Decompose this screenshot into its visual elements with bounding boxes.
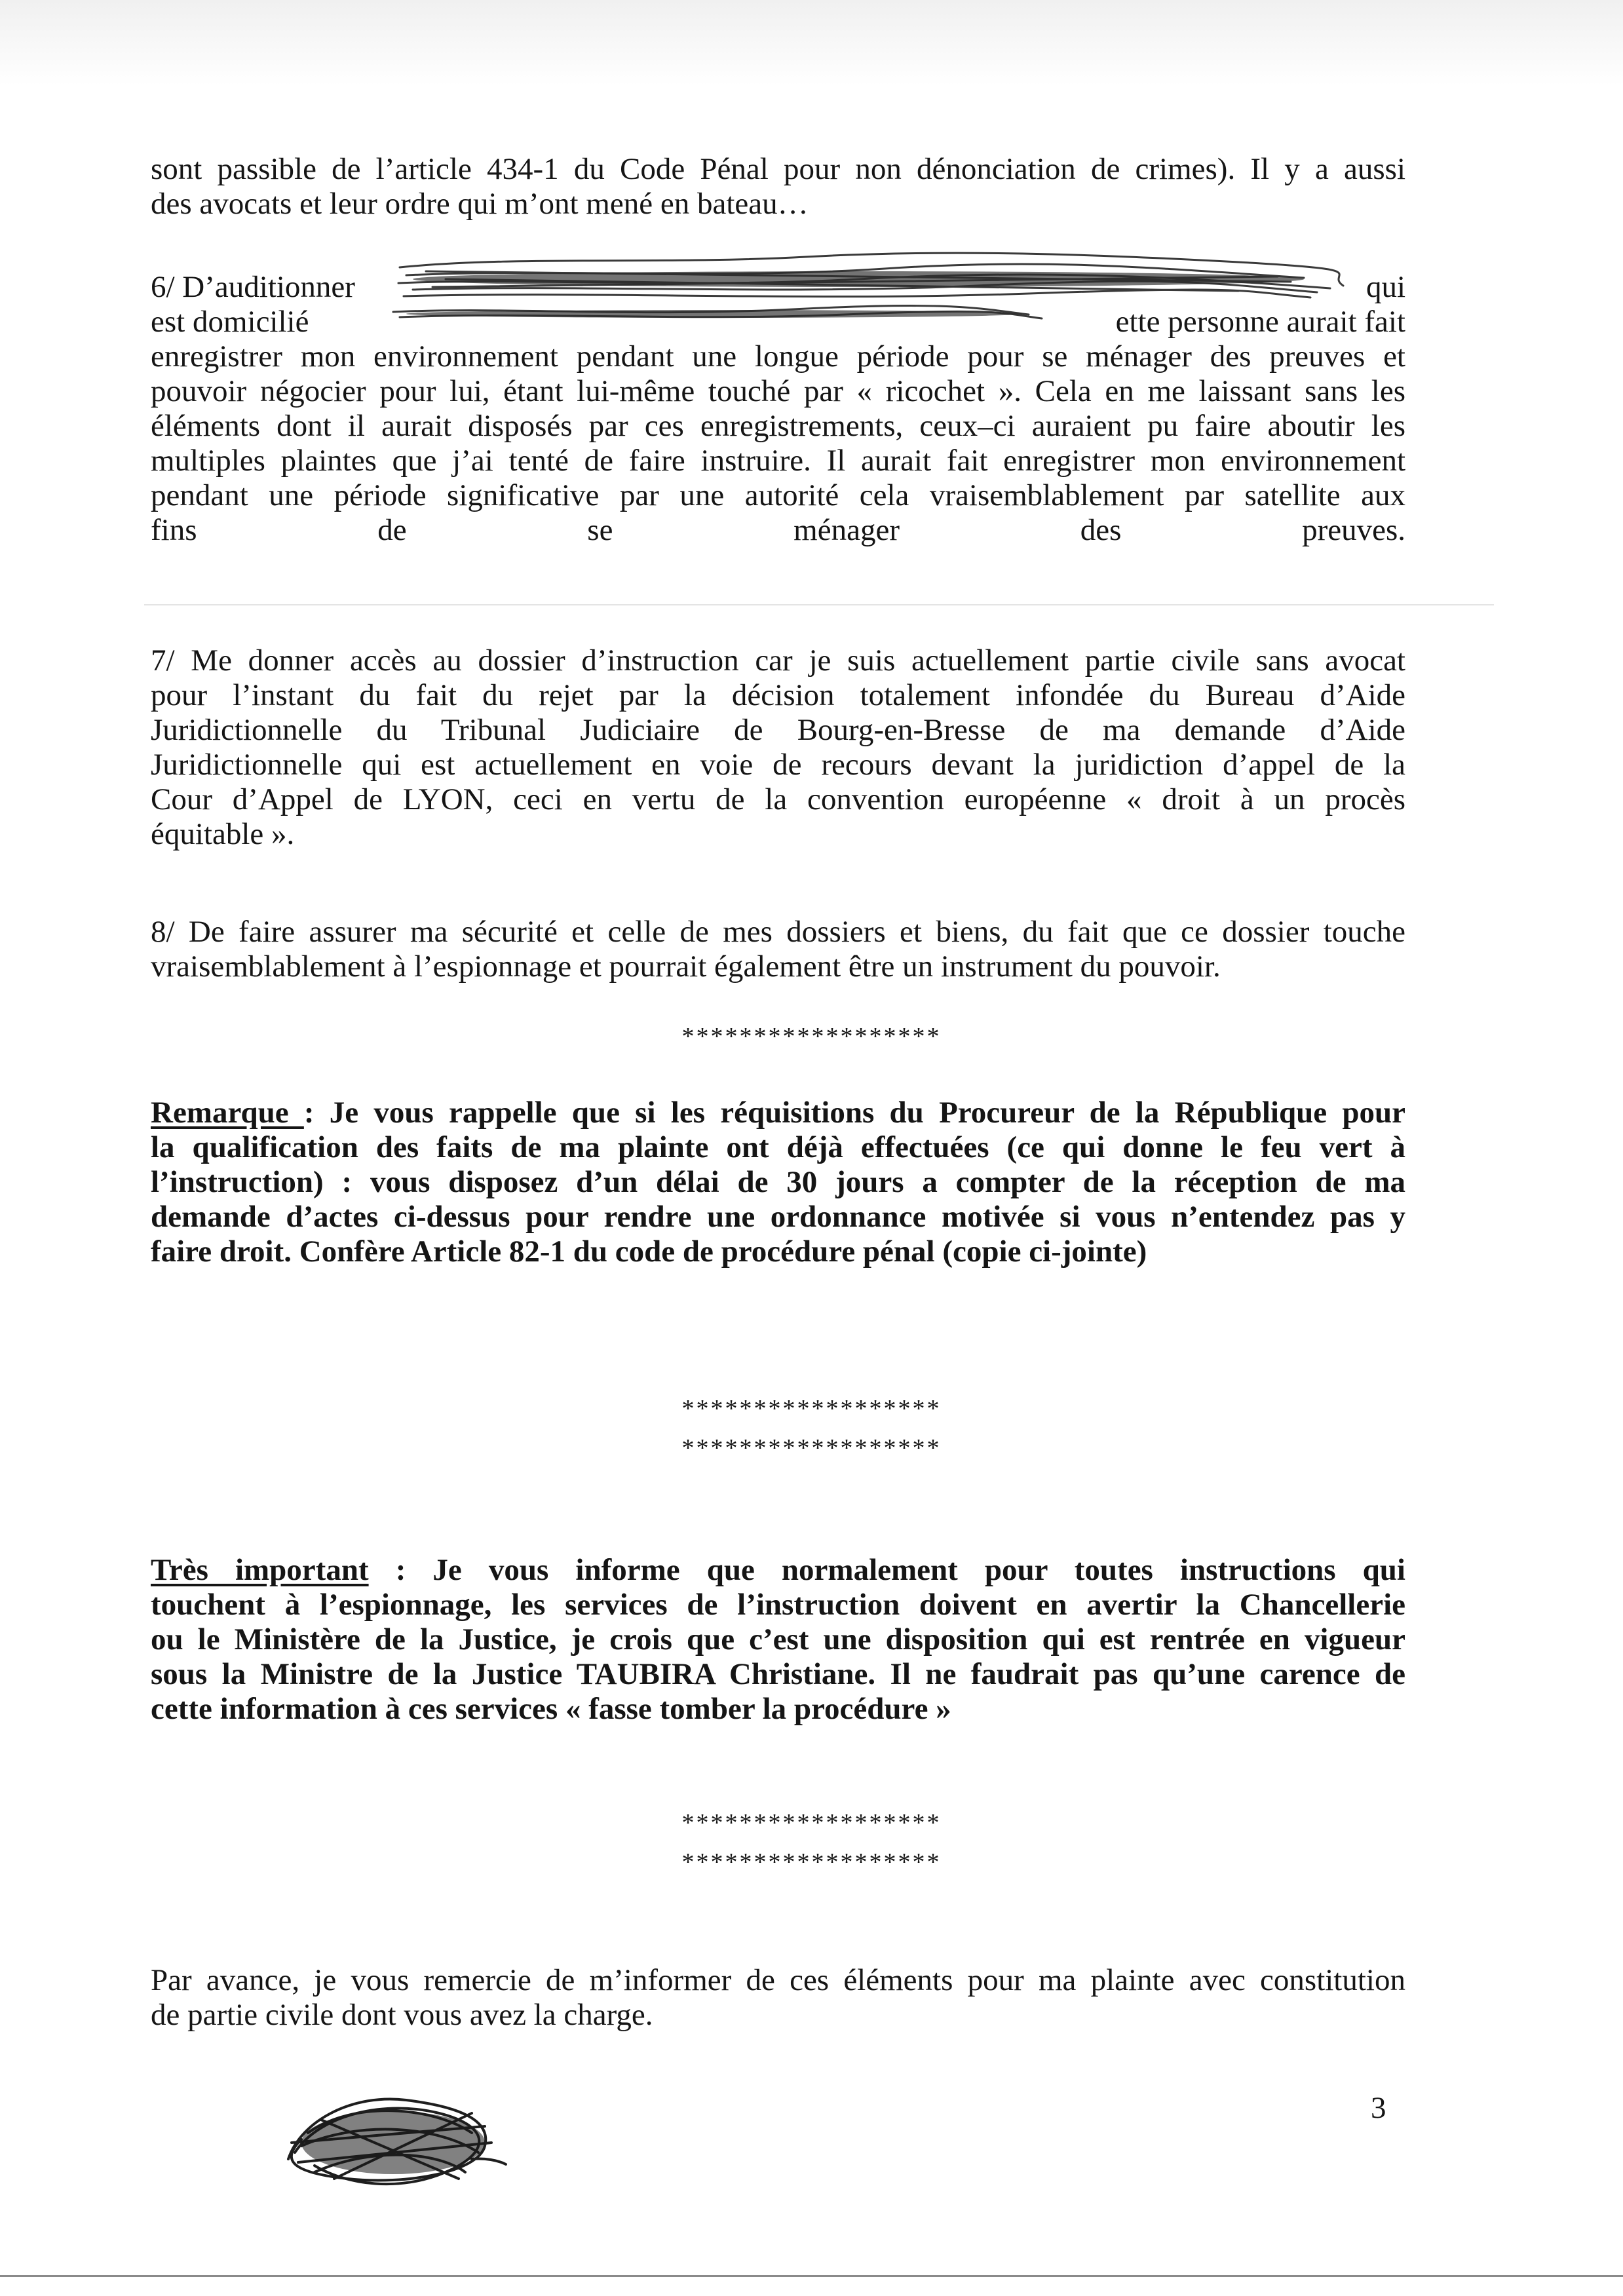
text-line: faire droit. Confère Article 82-1 du code de procédure pénal (copie ci-jointe) bbox=[151, 1234, 1147, 1269]
text-line: : Je vous informe que normalement pour toutes instructions qui bbox=[368, 1553, 1405, 1587]
item-6-line2-start: est domicilié bbox=[151, 305, 309, 339]
redacted-signature bbox=[275, 2080, 518, 2198]
text-line: pouvoir négocier pour lui, étant lui-même touché par « ricochet ». Cela en me laissant sans les bbox=[151, 374, 1405, 408]
separator-stars: ****************** bbox=[681, 1395, 942, 1423]
separator-stars: ****************** bbox=[681, 1848, 942, 1876]
separator-stars: ****************** bbox=[681, 1434, 942, 1462]
text-line: touchent à l’espionnage, les services de l’instruction doivent en avertir la Chancellerie bbox=[151, 1588, 1405, 1622]
item-6-lead: 6/ D’auditionner bbox=[151, 270, 355, 304]
separator-stars: ****************** bbox=[681, 1023, 942, 1050]
text-line: fins de se ménager des preuves. bbox=[151, 513, 1405, 547]
item-6-lead-tail: qui bbox=[1365, 270, 1405, 304]
separator-stars: ****************** bbox=[681, 1809, 942, 1837]
text-line: Juridictionnelle qui est actuellement en voie de recours devant la juridiction d’appel de la bbox=[151, 748, 1405, 782]
text-line: Juridictionnelle du Tribunal Judiciaire de Bourg-en-Bresse de ma demande d’Aide bbox=[151, 713, 1405, 747]
scan-shadow bbox=[0, 0, 1623, 85]
page-number: 3 bbox=[1371, 2091, 1386, 2125]
text-line: vraisemblablement à l’espionnage et pourrait également être un instrument du pouvoir. bbox=[151, 949, 1221, 984]
text-line: l’instruction) : vous disposez d’un délai de 30 jours a compter de la réception de ma bbox=[151, 1165, 1405, 1199]
tres-important-paragraph bbox=[151, 1553, 1405, 1727]
text-line: multiples plaintes que j’ai tenté de faire instruire. Il aurait fait enregistrer mon environnement bbox=[151, 444, 1405, 478]
text-line: 7/ Me donner accès au dossier d’instruction car je suis actuellement partie civile sans avocat bbox=[151, 643, 1405, 678]
text-line: pour l’instant du fait du rejet par la décision totalement infondée du Bureau d’Aide bbox=[151, 678, 1405, 712]
text-line: demande d’actes ci-dessus pour rendre une ordonnance motivée si vous n’entendez pas y bbox=[151, 1200, 1405, 1234]
tres-important-label: Très important bbox=[151, 1553, 369, 1587]
text-line: ou le Ministère de la Justice, je crois que c’est une disposition qui est rentrée en vigueur bbox=[151, 1622, 1405, 1656]
item-7-paragraph bbox=[151, 643, 1405, 852]
remarque-paragraph bbox=[151, 1096, 1405, 1269]
text-line: cette information à ces services « fasse tomber la procédure » bbox=[151, 1692, 951, 1726]
bottom-rule bbox=[0, 2275, 1623, 2277]
text-line: équitable ». bbox=[151, 817, 295, 851]
text-line: pendant une période significative par une autorité cela vraisemblablement par satellite aux bbox=[151, 478, 1405, 512]
text-line: Cour d’Appel de LYON, ceci en vertu de la convention européenne « droit à un procès bbox=[151, 782, 1405, 816]
text-line: des avocats et leur ordre qui m’ont mené en bateau… bbox=[151, 187, 809, 221]
text-line: de partie civile dont vous avez la charge. bbox=[151, 1998, 653, 2032]
text-line: enregistrer mon environnement pendant une longue période pour se ménager des preuves et bbox=[151, 339, 1405, 373]
redaction-scribble bbox=[387, 249, 1369, 328]
text-line: sont passible de l’article 434-1 du Code Pénal pour non dénonciation de crimes). Il y a aussi bbox=[151, 152, 1405, 186]
text-line: la qualification des faits de ma plainte ont déjà effectuées (ce qui donne le feu vert à bbox=[151, 1130, 1405, 1164]
text-line: : Je vous rappelle que si les réquisitions du Procureur de la République pour bbox=[303, 1096, 1405, 1130]
scan-artifact-line bbox=[144, 604, 1494, 605]
text-line: éléments dont il aurait disposés par ces enregistrements, ceux–ci auraient pu faire aboutir les bbox=[151, 409, 1405, 443]
continuation-paragraph bbox=[151, 152, 1405, 221]
item-8-paragraph bbox=[151, 915, 1405, 984]
item-6-line2-tail: ette personne aurait fait bbox=[1115, 305, 1405, 339]
text-line: sous la Ministre de la Justice TAUBIRA Christiane. Il ne faudrait pas qu’une carence de bbox=[151, 1657, 1405, 1691]
remarque-label: Remarque bbox=[151, 1096, 304, 1130]
text-line: 8/ De faire assurer ma sécurité et celle de mes dossiers et biens, du fait que ce dossier touche bbox=[151, 915, 1405, 949]
closing-paragraph bbox=[151, 1963, 1405, 2033]
text-line: Par avance, je vous remercie de m’informer de ces éléments pour ma plainte avec constitution bbox=[151, 1963, 1405, 1997]
